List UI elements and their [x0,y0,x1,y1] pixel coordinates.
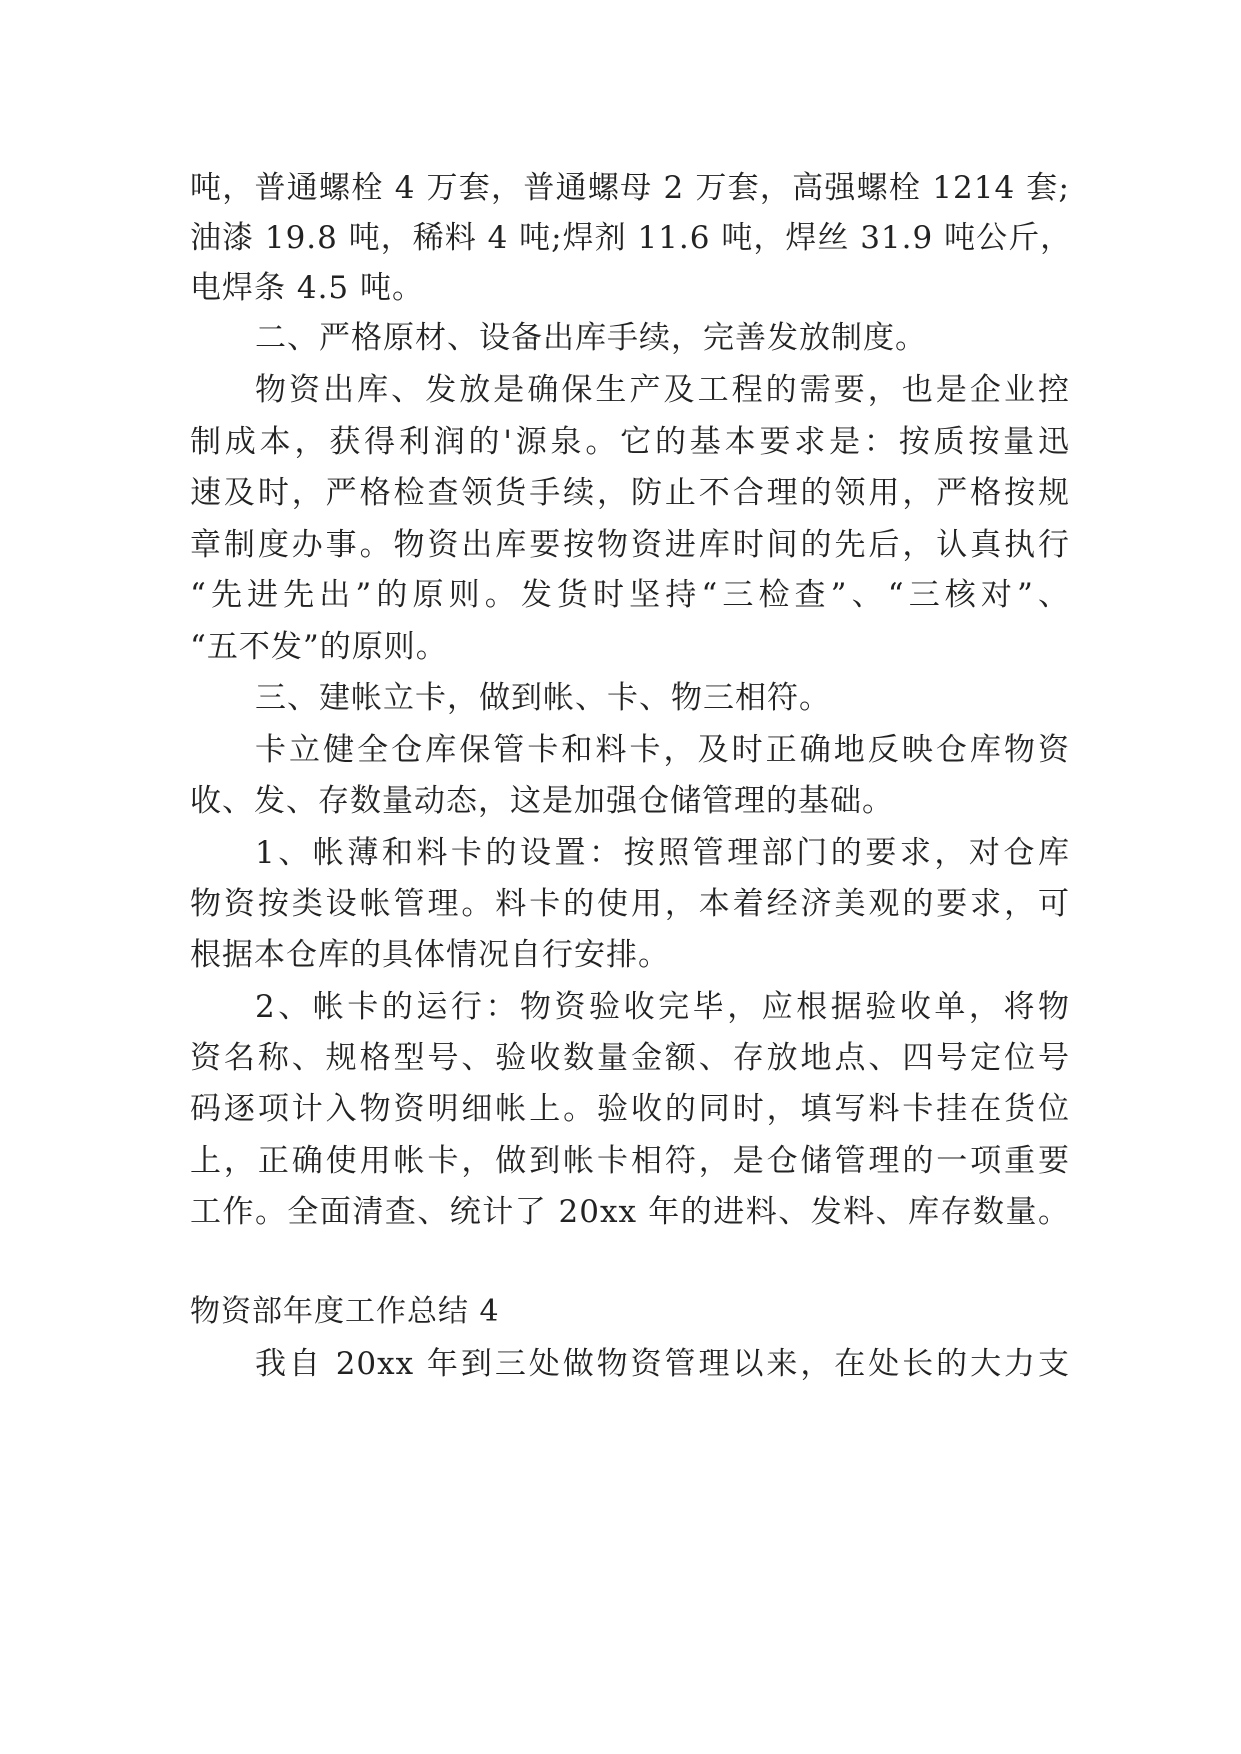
section-title: 物资部年度工作总结 4 [190,1294,500,1329]
paragraph-line: 速及时，严格检查领货手续，防止不合理的领用，严格按规 [190,475,1070,511]
paragraph-line: 码逐项计入物资明细帐上。验收的同时，填写料卡挂在货位 [190,1091,1070,1127]
paragraph-line: 2、帐卡的运行：物资验收完毕，应根据验收单，将物 [255,989,1070,1025]
paragraph-line: 物资出库、发放是确保生产及工程的需要，也是企业控 [255,372,1070,408]
paragraph-line: 1、帐薄和料卡的设置：按照管理部门的要求，对仓库 [255,835,1070,871]
paragraph-line: 制成本，获得利润的'源泉。它的基本要求是：按质按量迅 [190,424,1070,460]
paragraph-line: “五不发”的原则。 [190,629,448,665]
paragraph-line: 工作。全面清查、统计了 20xx 年的进料、发料、库存数量。 [190,1194,1070,1230]
paragraph-line: 资名称、规格型号、验收数量金额、存放地点、四号定位号 [190,1040,1070,1076]
paragraph-line: “先进先出”的原则。发货时坚持“三检查”、“三核对”、 [190,577,1070,613]
paragraph-line: 章制度办事。物资出库要按物资进库时间的先后，认真执行 [190,527,1070,563]
section-heading: 三、建帐立卡，做到帐、卡、物三相符。 [255,680,831,716]
paragraph-line: 收、发、存数量动态，这是加强仓储管理的基础。 [190,783,894,819]
paragraph-line: 我自 20xx 年到三处做物资管理以来，在处长的大力支 [255,1346,1070,1382]
section-heading: 二、严格原材、设备出库手续，完善发放制度。 [255,320,927,356]
paragraph-line: 吨，普通螺栓 4 万套，普通螺母 2 万套，高强螺栓 1214 套; [190,170,1070,206]
paragraph-line: 根据本仓库的具体情况自行安排。 [190,937,670,973]
paragraph-line: 油漆 19.8 吨，稀料 4 吨;焊剂 11.6 吨，焊丝 31.9 吨公斤， [190,220,1073,256]
paragraph-line: 卡立健全仓库保管卡和料卡，及时正确地反映仓库物资 [255,732,1070,768]
paragraph-line: 上，正确使用帐卡，做到帐卡相符，是仓储管理的一项重要 [190,1143,1070,1179]
paragraph-line: 电焊条 4.5 吨。 [190,270,425,306]
paragraph-line: 物资按类设帐管理。料卡的使用，本着经济美观的要求，可 [190,886,1070,922]
